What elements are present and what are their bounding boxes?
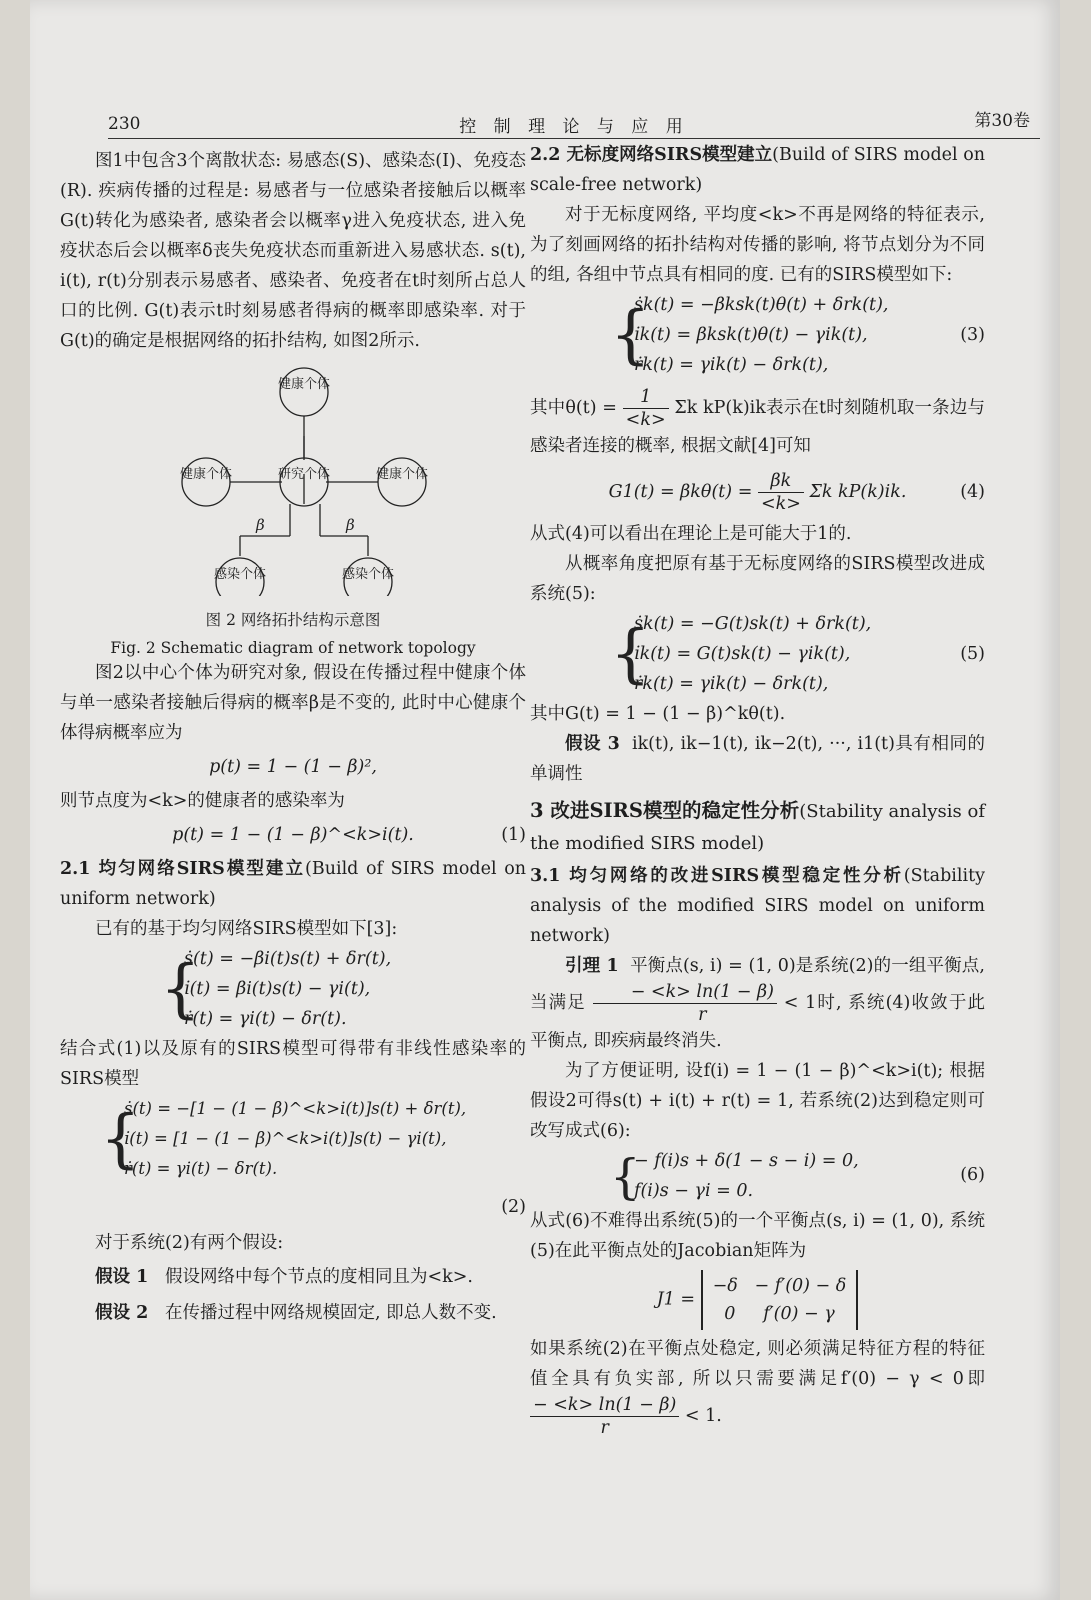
section-title: 2.1 均匀网络SIRS模型建立 bbox=[60, 859, 306, 879]
text: 平衡点(s, i) = (1, 0)是系统(2)的一组平衡点, 当满足 bbox=[530, 956, 985, 1013]
equation-system-3 bbox=[600, 290, 985, 380]
right-column bbox=[530, 140, 985, 1439]
equation-line: f(i)s − γi = 0. bbox=[634, 1181, 754, 1201]
left-column bbox=[60, 146, 526, 1328]
beta-label-left: β bbox=[256, 516, 265, 534]
section-title: 2.2 无标度网络SIRS模型建立 bbox=[530, 145, 773, 165]
running-header bbox=[108, 112, 1040, 139]
node-label-center: 研究个体 bbox=[277, 467, 331, 482]
equation-system-uniform bbox=[150, 944, 526, 1034]
hypothesis-label: 假设 3 bbox=[565, 734, 620, 754]
hypothesis-text: ik(t), ik−1(t), ik−2(t), ···, i1(t)具有相同的单调性 bbox=[530, 734, 985, 784]
denominator: <k> bbox=[625, 410, 666, 430]
node-label-left: 健康个体 bbox=[179, 467, 233, 482]
figure-caption-en: Fig. 2 Schematic diagram of network topology bbox=[110, 639, 476, 657]
hypothesis-2 bbox=[60, 1298, 526, 1328]
equation-number: (2) bbox=[501, 1197, 526, 1217]
node-label-bottom-left: 感染个体 bbox=[213, 567, 267, 582]
numerator: 1 bbox=[623, 386, 669, 409]
section-heading-3 bbox=[530, 795, 985, 859]
equation-system-2 bbox=[90, 1094, 526, 1184]
paragraph: 则节点度为<k>的健康者的感染率为 bbox=[60, 791, 345, 811]
node-top bbox=[277, 368, 331, 416]
paragraph: 从式(6)不难得出系统(5)的一个平衡点(s, i) = (1, 0), 系统(5)在此平衡点处的Jacobian矩阵为 bbox=[530, 1211, 985, 1261]
equation-line: ṙk(t) = γik(t) − δrk(t), bbox=[634, 355, 829, 375]
text: 其中θ(t) = bbox=[530, 398, 617, 418]
section-heading-2-1 bbox=[60, 854, 526, 914]
hypothesis-text: 在传播过程中网络规模固定, 即总人数不变. bbox=[164, 1303, 497, 1323]
section-title-en: (Build of SIRS model on uniform network) bbox=[60, 859, 527, 909]
page-number: 230 bbox=[108, 114, 141, 134]
equation-line: ṙ(t) = γi(t) − δr(t). bbox=[124, 1159, 278, 1178]
numerator: − <k> ln(1 − β) bbox=[593, 981, 777, 1004]
volume-label: 第30卷 bbox=[974, 111, 1030, 131]
section-title: 3 改进SIRS模型的稳定性分析 bbox=[530, 799, 800, 822]
equation-number: (3) bbox=[960, 325, 985, 345]
fraction bbox=[623, 386, 669, 431]
equation-system-5 bbox=[600, 609, 985, 699]
paragraph: 图1中包含3个离散状态: 易感态(S)、感染态(I)、免疫态(R). 疾病传播的过程是: 易感者与一位感染者接触后以概率G(t)转化为感染者, 感染者会以概率γ进入免疫状态, 进入免疫状态后会以概率δ丧失免疫状态而重新进入易感状态. s(t), i(t), r(t)分别表示易感者、感染者、免疫者在t时刻所占总人口的比例. G(t)表示t时刻易感者得病的概率即感染率. 对于G(t)的确定是根据网络的拓扑结构, 如图2所示. bbox=[60, 151, 526, 351]
equation-4-body bbox=[530, 465, 985, 519]
matrix-cell: f′(0) − γ bbox=[763, 1304, 835, 1324]
numerator: βk bbox=[758, 470, 804, 493]
equation-line: i̇(t) = [1 − (1 − β)^<k>i(t)]s(t) − γi(t), bbox=[124, 1129, 447, 1148]
text: < 1. bbox=[684, 1406, 722, 1426]
paragraph bbox=[530, 1334, 985, 1439]
equation-system-6 bbox=[600, 1146, 985, 1206]
text: < 1时, 系统(4)收敛于此平衡点, 即疾病最终消失. bbox=[530, 993, 985, 1051]
equation-line: ṡk(t) = −G(t)sk(t) + δrk(t), bbox=[634, 614, 872, 634]
left-brace: { bbox=[610, 298, 651, 372]
left-brace: { bbox=[610, 617, 651, 691]
node-label-top: 健康个体 bbox=[277, 377, 331, 392]
equation-line: i̇k(t) = βksk(t)θ(t) − γik(t), bbox=[634, 325, 868, 345]
network-topology-figure bbox=[60, 356, 526, 657]
denominator: r bbox=[698, 1005, 707, 1025]
fraction bbox=[593, 981, 777, 1026]
section-heading-3-1 bbox=[530, 861, 985, 951]
equation-number: (4) bbox=[960, 482, 985, 502]
lemma-label: 引理 1 bbox=[565, 956, 619, 976]
hypothesis-1 bbox=[60, 1262, 526, 1292]
paragraph: 图2以中心个体为研究对象, 假设在传播过程中健康个体与单一感染者接触后得病的概率β是不变的, 此时中心健康个体得病概率应为 bbox=[60, 663, 526, 743]
journal-title: 控 制 理 论 与 应 用 bbox=[459, 117, 689, 137]
paragraph: 对于无标度网络, 平均度<k>不再是网络的特征表示, 为了刻画网络的拓扑结构对传播的影响, 将节点划分为不同的组, 各组中节点具有相同的度. 已有的SIRS模型如下: bbox=[530, 205, 985, 285]
paragraph: 从概率角度把原有基于无标度网络的SIRS模型改进成系统(5): bbox=[530, 554, 985, 604]
jacobian-equation bbox=[530, 1270, 985, 1330]
paragraph: 从式(4)可以看出在理论上是可能大于1的. bbox=[530, 524, 852, 544]
paragraph: 为了方便证明, 设f(i) = 1 − (1 − β)^<k>i(t); 根据假设2可得s(t) + i(t) + r(t) = 1, 若系统(2)达到稳定则可改写成式(6): bbox=[530, 1061, 985, 1141]
fraction bbox=[530, 1394, 679, 1439]
equation-line: ṙ(t) = γi(t) − δr(t). bbox=[184, 1009, 347, 1029]
equation-4 bbox=[530, 465, 985, 519]
node-label-bottom-right: 感染个体 bbox=[341, 567, 395, 582]
matrix-cell: − f′(0) − δ bbox=[754, 1276, 847, 1296]
node-label-right: 健康个体 bbox=[375, 467, 429, 482]
section-title-en: (Stability analysis of the modified SIRS model on uniform network) bbox=[530, 866, 985, 946]
paragraph: 对于系统(2)有两个假设: bbox=[95, 1233, 284, 1253]
equation-line: ṡk(t) = −βksk(t)θ(t) + δrk(t), bbox=[634, 295, 889, 315]
node-left bbox=[179, 458, 233, 506]
fraction bbox=[758, 470, 804, 515]
text: J1 = bbox=[656, 1289, 696, 1310]
equation-line: ṡ(t) = −[1 − (1 − β)^<k>i(t)]s(t) + δr(t), bbox=[124, 1099, 467, 1118]
paragraph: 结合式(1)以及原有的SIRS模型可得带有非线性感染率的SIRS模型 bbox=[60, 1039, 526, 1089]
hypothesis-text: 假设网络中每个节点的度相同且为<k>. bbox=[164, 1267, 473, 1287]
text: G1(t) = βkθ(t) = bbox=[608, 482, 753, 502]
section-title-en: (Build of SIRS model on scale-free network) bbox=[530, 145, 985, 195]
section-heading-2-2 bbox=[530, 140, 985, 200]
equation-number: (1) bbox=[501, 825, 526, 845]
equation: p(t) = 1 − (1 − β)², bbox=[209, 757, 377, 777]
numerator: − <k> ln(1 − β) bbox=[530, 1394, 679, 1417]
equation-line: − f(i)s + δ(1 − s − i) = 0, bbox=[634, 1151, 859, 1171]
node-right bbox=[375, 458, 429, 506]
lemma-1 bbox=[530, 951, 985, 1056]
text: Σk kP(k)ik. bbox=[809, 482, 907, 502]
figure-caption-cn: 图 2 网络拓扑结构示意图 bbox=[205, 611, 381, 629]
jacobian-matrix bbox=[701, 1270, 859, 1330]
denominator: r bbox=[600, 1418, 609, 1438]
equation-line: i̇(t) = βi(t)s(t) − γi(t), bbox=[184, 979, 371, 999]
left-brace: { bbox=[100, 1102, 141, 1176]
equation-line: i̇k(t) = G(t)sk(t) − γik(t), bbox=[634, 644, 851, 664]
equation-1 bbox=[60, 820, 526, 850]
section-title-en: (Stability analysis of the modified SIRS model) bbox=[530, 801, 986, 854]
matrix-cell: −δ bbox=[712, 1276, 738, 1296]
paragraph bbox=[530, 386, 985, 461]
text: 如果系统(2)在平衡点处稳定, 则必须满足特征方程的特征值全具有负实部, 所以只需要满足f′(0) − γ < 0即 bbox=[530, 1339, 985, 1389]
text: Σk kP(k)ik表示在t时刻随机取一条边与感染者连接的概率, 根据文献[4]可知 bbox=[530, 398, 985, 456]
equation-line: ṙk(t) = γik(t) − δrk(t), bbox=[634, 674, 829, 694]
hypothesis-label: 假设 2 bbox=[95, 1303, 149, 1323]
equation-number: (6) bbox=[960, 1165, 985, 1185]
paragraph: 其中G(t) = 1 − (1 − β)^kθ(t). bbox=[530, 704, 786, 724]
topology-diagram bbox=[60, 356, 526, 596]
denominator: <k> bbox=[760, 494, 801, 514]
left-brace: { bbox=[160, 952, 201, 1026]
hypothesis-3 bbox=[530, 729, 985, 789]
paragraph: 已有的基于均匀网络SIRS模型如下[3]: bbox=[95, 919, 398, 939]
equation-number: (5) bbox=[960, 644, 985, 664]
equation-line: ṡ(t) = −βi(t)s(t) + δr(t), bbox=[184, 949, 392, 969]
equation-1-body: p(t) = 1 − (1 − β)^<k>i(t). bbox=[172, 825, 414, 845]
section-title: 3.1 均匀网络的改进SIRS模型稳定性分析 bbox=[530, 866, 904, 886]
left-brace: { bbox=[610, 1149, 641, 1205]
hypothesis-label: 假设 1 bbox=[95, 1267, 149, 1287]
beta-label-right: β bbox=[346, 516, 355, 534]
matrix-cell: 0 bbox=[724, 1304, 736, 1324]
